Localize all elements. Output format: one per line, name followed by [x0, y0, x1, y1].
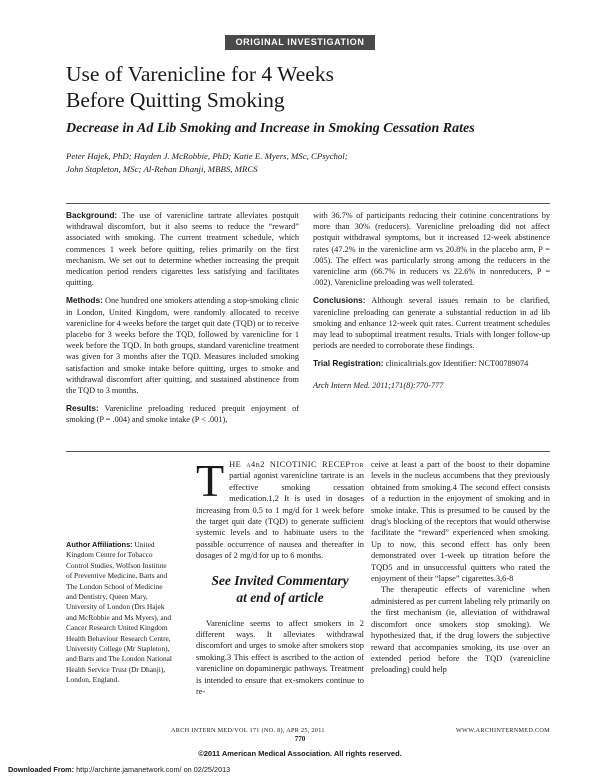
- authors-line-2: John Stapleton, MSc; Al-Rehan Dhanji, MBBS, MRCS: [66, 164, 258, 174]
- article-title: [66, 61, 546, 113]
- citation: Arch Intern Med. 2011;171(8):770-777: [313, 380, 444, 390]
- background-label: Background:: [66, 210, 118, 220]
- section-banner: ORIGINAL INVESTIGATION: [225, 35, 375, 50]
- title-line-2: Before Quitting Smoking: [66, 88, 285, 112]
- results-label: Results:: [66, 403, 99, 414]
- trial-text: clinicaltrials.gov Identifier: NCT00789074: [385, 359, 529, 369]
- body-column-middle: [196, 455, 364, 698]
- conclusions-text: Although several issues remain to be clarified, varenicline preloading can generate a substantial reduction in ad lib smoking and enhance 12-week quit rates. Current treatment schedules may lead to suboptimal treatment results. Trials with longer follow-up periods are needed to corroborate these findings.: [313, 296, 550, 351]
- author-affiliations: [66, 540, 174, 686]
- authors-line-1: Peter Hajek, PhD; Hayden J. McRobbie, PhD; Katie E. Myers, MSc, CPsychol;: [66, 151, 348, 161]
- author-list: [66, 150, 466, 176]
- body-paragraph-2: Varenicline seems to affect smokers in 2 different ways. It alleviates withdrawal discomfort and urges to smoke after smokers stop smoking.3 This effect is ascribed to the action of varenicline on dopaminergic pathways. Treatment is intended to ensure that ex-smokers continue to re-: [196, 618, 364, 697]
- abstract-column-right: [313, 210, 550, 398]
- page-number: 770: [294, 735, 306, 743]
- invited-commentary-note: [196, 572, 364, 606]
- download-notice: [8, 765, 230, 774]
- abstract-background: [66, 210, 299, 288]
- conclusions-label: Conclusions:: [313, 295, 366, 306]
- journal-website: WWW.ARCHINTERNMED.COM: [455, 727, 550, 734]
- abstract-top-rule: [66, 203, 550, 204]
- affiliations-label: Author Affiliations:: [66, 540, 133, 549]
- invited-line-1: See Invited Commentary: [211, 572, 349, 588]
- title-line-1: Use of Varenicline for 4 Weeks: [66, 62, 334, 86]
- abstract-methods: [66, 295, 299, 396]
- lead-text: partial agonist varenicline tartrate is an effective smoking cessation medication.1,2 It is used in dosages increasing from 0.5 to 1 mg/d for 1 week before the target quit date (TQD) to generate sufficient systemic levels and to habituate users to the possible occurrence of nausea and thereafter in dosages of 2 mg/d for up to 6 months.: [196, 471, 364, 561]
- journal-line: ARCH INTERN MED/VOL 171 (NO. 8), APR 25, 2011: [171, 727, 325, 734]
- abstract-column-left: [66, 210, 299, 433]
- affiliations-text: United Kingdom Centre for Tobacco Control Studies, Wolfson Institute of Preventive Medicine, Barts and The London School of Medicine and Dentistry, Queen Mary, University of London (Drs Hajek and McRobbie and Ms Myers), and Cancer Research United Kingdom Health Behaviour Research Centre, University College (Mr Stapleton), and Barts and The London National Health Service Trust (Dr Dhanji), London, England.: [66, 540, 172, 685]
- methods-label: Methods:: [66, 295, 103, 306]
- body-paragraph-4: The therapeutic effects of varenicline when administered as per current labeling rely primarily on the first mechanism (ie, alleviation of withdrawal discomfort once smokers stop smoking). We hypothesized that, if the drug lowers the subjective reward that accompanies smoking, its use over an extended period before the TQD (varenicline preloading) could help: [371, 585, 550, 675]
- trial-label: Trial Registration:: [313, 358, 384, 369]
- download-label: Downloaded From:: [8, 765, 75, 774]
- drop-cap: T: [196, 455, 225, 506]
- results-text-a: Varenicline preloading reduced prequit enjoyment of smoking (P = .004) and smoke intake (P < .001),: [66, 404, 299, 425]
- results-continued: with 36.7% of participants reducing their cotinine concentrations by more than 30% (reducers). Varenicline preloading did not affect postquit withdrawal symptoms, but it increased 12-week abstinence rates (47.2% in the varenicline arm vs 20.8% in the placebo arm, P = .005). The effect was particularly strong among the reducers in the varenicline arm (66.7% in reducers vs 22.6% in nonreducers, P = .002). Varenicline preloading was well tolerated.: [313, 211, 550, 288]
- lead-paragraph: [196, 455, 364, 562]
- abstract-bottom-rule: [66, 451, 550, 452]
- body-column-right: [371, 459, 550, 676]
- lead-small-caps: HE α4β2 NICOTINIC RECEPtor: [229, 460, 364, 469]
- abstract-trial-registration: [313, 358, 550, 369]
- invited-line-2: at end of article: [236, 589, 324, 605]
- background-text: The use of varenicline tartrate alleviates postquit withdrawal discomfort, but it also seems to reduce the “reward” associated with smoking. The current treatment schedule, which commences 1 week before quitting, relies primarily on the first mechanism. We set out to determine whether increasing the prequit medication period renders cigarettes less satisfying and facilitates quitting.: [66, 211, 299, 288]
- abstract-results: [66, 403, 299, 425]
- abstract-conclusions: [313, 295, 550, 351]
- article-subtitle: Decrease in Ad Lib Smoking and Increase in Smoking Cessation Rates: [66, 121, 475, 136]
- methods-text: One hundred one smokers attending a stop-smoking clinic in London, United Kingdom, were randomly allocated to receive varenicline for 4 weeks before the target quit date (TQD) or to receive placebo for 3 weeks before the TQD, followed by varenicline for 1 week before the TQD. In both groups, standard varenicline treatment was given for 3 months after the TQD. Measures included smoking satisfaction and smoke intake before quitting, urges to smoke and withdrawal discomfort after quitting, and sustained abstinence from the TQD to 3 months.: [66, 296, 299, 396]
- copyright: ©2011 American Medical Association. All rights reserved.: [198, 749, 402, 758]
- body-paragraph-3: ceive at least a part of the boost to their dopamine levels in the nucleus accumbens that they previously obtained from smoking.4 The second effect consists of a reduction in the enjoyment of smoking and in smoke intake. This is presumed to be caused by the drug's blocking of the receptors that would otherwise facilitate the “reward” experienced when smoking. Up to now, this second effect has only been demonstrated over 1-week up titration before the TQD5 and in unsuccessful quitters who rated the enjoyment of their “lapse” cigarettes.3,6-8: [371, 460, 550, 584]
- download-link[interactable]: http://archinte.jamanetwork.com/ on 02/25/2013: [76, 765, 231, 774]
